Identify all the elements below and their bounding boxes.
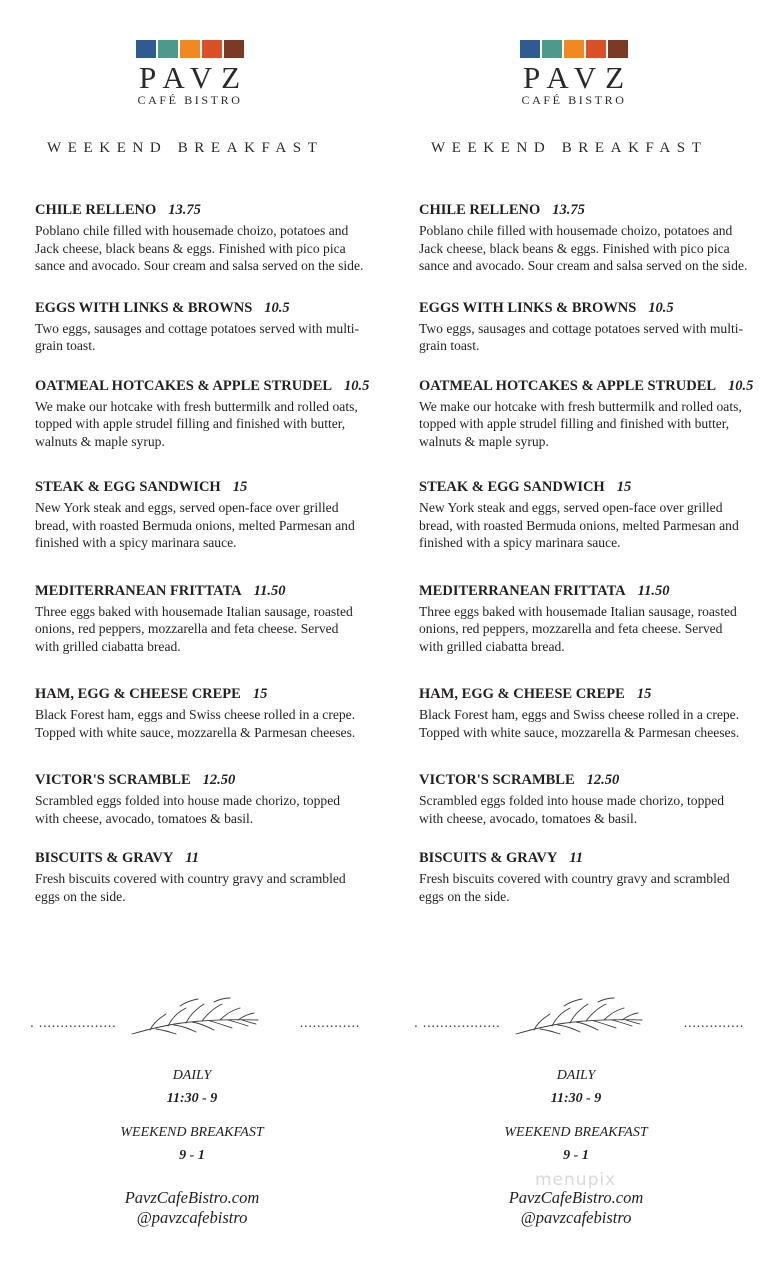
menu-item-price: 13.75 <box>168 202 201 218</box>
website-link[interactable]: PavzCafeBistro.com <box>508 1188 644 1207</box>
menu-item-description: Fresh biscuits covered with country gravy and scrambled eggs on the side. <box>35 871 346 904</box>
menu-item <box>419 478 749 552</box>
brand-subtitle: CAFÉ BISTRO <box>137 93 243 107</box>
menu-item <box>419 771 749 827</box>
menu-item <box>419 299 749 355</box>
social-handle[interactable]: @pavzcafebistro <box>136 1208 248 1227</box>
menu-item-description: We make our hotcake with fresh buttermilk and rolled oats, topped with apple strudel filling and finished with butter, walnuts & maple syrup. <box>419 398 742 449</box>
menu-item-price: 15 <box>636 686 652 702</box>
hours-block <box>384 1066 768 1228</box>
menu-item-price: 12.50 <box>586 772 620 788</box>
menu-item-name: BISCUITS & GRAVY <box>35 850 174 866</box>
menu-item-title <box>419 201 749 219</box>
menu-item-description: We make our hotcake with fresh buttermilk and rolled oats, topped with apple strudel filling and finished with butter, walnuts & maple syrup. <box>35 398 358 449</box>
menu-item-price: 10.5 <box>264 299 290 316</box>
menu-item-name: MEDITERRANEAN FRITTATA <box>35 582 242 599</box>
logo-swatch <box>202 40 222 58</box>
daily-time: 11:30 - 9 <box>166 1091 218 1106</box>
menu-item-name: VICTOR'S SCRAMBLE <box>35 772 191 788</box>
menu-item <box>35 582 365 656</box>
menu-items <box>419 201 754 905</box>
divider-dots-right: .............. <box>683 1016 744 1030</box>
menu-item-name: EGGS WITH LINKS & BROWNS <box>419 299 637 316</box>
menu-item-name: OATMEAL HOTCAKES & APPLE STRUDEL <box>419 377 717 394</box>
logo-swatches <box>129 40 251 58</box>
brand-logo <box>129 40 251 107</box>
weekend-label: WEEKEND BREAKFAST <box>504 1125 648 1140</box>
menu-item-description: Black Forest ham, eggs and Swiss cheese rolled in a crepe. Topped with white sauce, mozzarella & Parmesan cheeses. <box>35 707 356 740</box>
menu-item-title <box>35 201 365 219</box>
menu-item-title <box>35 377 370 395</box>
brand-name: PAVZ <box>522 60 634 95</box>
rosemary-sprig-icon <box>130 996 260 1038</box>
menu-item-name: VICTOR'S SCRAMBLE <box>419 772 575 788</box>
menu-items <box>35 201 370 905</box>
menu-item <box>419 377 754 451</box>
menu-item-title <box>35 299 365 317</box>
menu-item <box>35 685 365 741</box>
menu-item <box>419 849 749 905</box>
menu-item <box>419 201 749 275</box>
menu-item-title <box>35 685 365 703</box>
menu-item-title <box>35 771 365 789</box>
social-handle[interactable]: @pavzcafebistro <box>520 1208 632 1227</box>
brand-name: PAVZ <box>138 60 250 95</box>
logo-swatch <box>586 40 606 58</box>
menu-item-name: STEAK & EGG SANDWICH <box>419 479 605 495</box>
logo-swatches <box>513 40 635 58</box>
sprig-divider <box>414 996 744 1038</box>
logo-swatch <box>520 40 540 58</box>
logo-swatch <box>542 40 562 58</box>
menu-item-title <box>419 377 754 395</box>
menu-item <box>35 771 365 827</box>
menu-item-name: HAM, EGG & CHEESE CREPE <box>35 686 241 702</box>
brand-subtitle: CAFÉ BISTRO <box>521 93 627 107</box>
menu-item-description: Scrambled eggs folded into house made chorizo, topped with cheese, avocado, tomatoes & basil. <box>419 793 725 826</box>
menu-item-price: 11 <box>185 850 200 866</box>
menu-item <box>35 849 365 905</box>
menu-item-price: 12.50 <box>202 772 236 788</box>
menu-item-title <box>419 582 749 600</box>
menu-item-title <box>419 849 749 867</box>
menu-item-description: New York steak and eggs, served open-face over grilled bread, with roasted Bermuda onions, melted Parmesan and finished with a spicy marinara sauce. <box>35 500 355 550</box>
logo-swatch <box>608 40 628 58</box>
rosemary-sprig-icon <box>514 996 644 1038</box>
menu-item-name: OATMEAL HOTCAKES & APPLE STRUDEL <box>35 377 333 394</box>
menu-item-price: 15 <box>616 479 632 495</box>
menu-item <box>419 582 749 656</box>
menu-item-description: Two eggs, sausages and cottage potatoes served with multi-grain toast. <box>35 320 360 353</box>
weekend-time: 9 - 1 <box>563 1148 589 1163</box>
menu-item-description: Three eggs baked with housemade Italian sausage, roasted onions, red peppers, mozzarella and feta cheese. Served with grilled ciabatta bread. <box>35 603 353 654</box>
watermark: menupix <box>535 1170 617 1190</box>
daily-label: DAILY <box>556 1068 596 1083</box>
menu-item-description: New York steak and eggs, served open-face over grilled bread, with roasted Bermuda onions, melted Parmesan and finished with a spicy marinara sauce. <box>419 500 739 550</box>
menu-item-title <box>419 478 749 496</box>
divider-dots-left: . .................. <box>414 1016 501 1030</box>
menu-item-price: 11 <box>569 850 584 866</box>
menu-column-right <box>384 0 768 1265</box>
menu-item <box>35 299 365 355</box>
menu-item <box>35 478 365 552</box>
menu-item-price: 15 <box>252 686 268 702</box>
menu-item-description: Poblano chile filled with housemade choizo, potatoes and Jack cheese, black beans & eggs. Finished with pico pica sance and avocado. Sour cream and salsa served on the side. <box>419 223 748 273</box>
menu-item-price: 13.75 <box>552 202 585 218</box>
menu-item-name: EGGS WITH LINKS & BROWNS <box>35 299 253 316</box>
section-title: WEEKEND BREAKFAST <box>47 140 324 156</box>
menu-item-title <box>419 299 749 317</box>
divider-dots-right: .............. <box>299 1016 360 1030</box>
menu-item-title <box>35 582 365 600</box>
menu-item-price: 10.5 <box>648 299 674 316</box>
menu-item-name: BISCUITS & GRAVY <box>419 850 558 866</box>
menu-item-name: HAM, EGG & CHEESE CREPE <box>419 686 625 702</box>
menu-item-description: Fresh biscuits covered with country gravy and scrambled eggs on the side. <box>419 871 730 904</box>
section-title: WEEKEND BREAKFAST <box>431 140 708 156</box>
menu-item-title <box>35 478 365 496</box>
weekend-label: WEEKEND BREAKFAST <box>120 1125 264 1140</box>
menu-item-price: 10.5 <box>728 377 754 394</box>
logo-swatch <box>180 40 200 58</box>
logo-swatch <box>136 40 156 58</box>
menu-item <box>35 377 370 451</box>
menu-item <box>35 201 365 275</box>
menu-item-price: 10.5 <box>344 377 370 394</box>
menu-item <box>419 685 749 741</box>
website-link[interactable]: PavzCafeBistro.com <box>124 1188 260 1207</box>
menu-item-title <box>35 849 365 867</box>
brand-logo <box>513 40 635 107</box>
menu-item-description: Scrambled eggs folded into house made chorizo, topped with cheese, avocado, tomatoes & basil. <box>35 793 341 826</box>
menu-item-price: 15 <box>232 479 248 495</box>
hours-block <box>0 1066 384 1228</box>
daily-label: DAILY <box>172 1068 212 1083</box>
menu-item-name: MEDITERRANEAN FRITTATA <box>419 582 626 599</box>
menu-item-name: CHILE RELLENO <box>35 202 157 218</box>
menu-item-title <box>419 771 749 789</box>
menu-item-name: CHILE RELLENO <box>419 202 541 218</box>
menu-item-title <box>419 685 749 703</box>
weekend-time: 9 - 1 <box>179 1148 205 1163</box>
menu-item-description: Black Forest ham, eggs and Swiss cheese rolled in a crepe. Topped with white sauce, mozzarella & Parmesan cheeses. <box>419 707 740 740</box>
logo-swatch <box>564 40 584 58</box>
menu-item-description: Two eggs, sausages and cottage potatoes served with multi-grain toast. <box>419 320 744 353</box>
divider-dots-left: . .................. <box>30 1016 117 1030</box>
daily-time: 11:30 - 9 <box>550 1091 602 1106</box>
menu-item-description: Three eggs baked with housemade Italian sausage, roasted onions, red peppers, mozzarella and feta cheese. Served with grilled ciabatta bread. <box>419 603 737 654</box>
logo-swatch <box>224 40 244 58</box>
sprig-divider <box>30 996 360 1038</box>
menu-item-description: Poblano chile filled with housemade choizo, potatoes and Jack cheese, black beans & eggs. Finished with pico pica sance and avocado. Sour cream and salsa served on the side. <box>35 223 364 273</box>
menu-item-price: 11.50 <box>253 582 286 599</box>
menu-item-name: STEAK & EGG SANDWICH <box>35 479 221 495</box>
menu-item-price: 11.50 <box>637 582 670 599</box>
logo-swatch <box>158 40 178 58</box>
